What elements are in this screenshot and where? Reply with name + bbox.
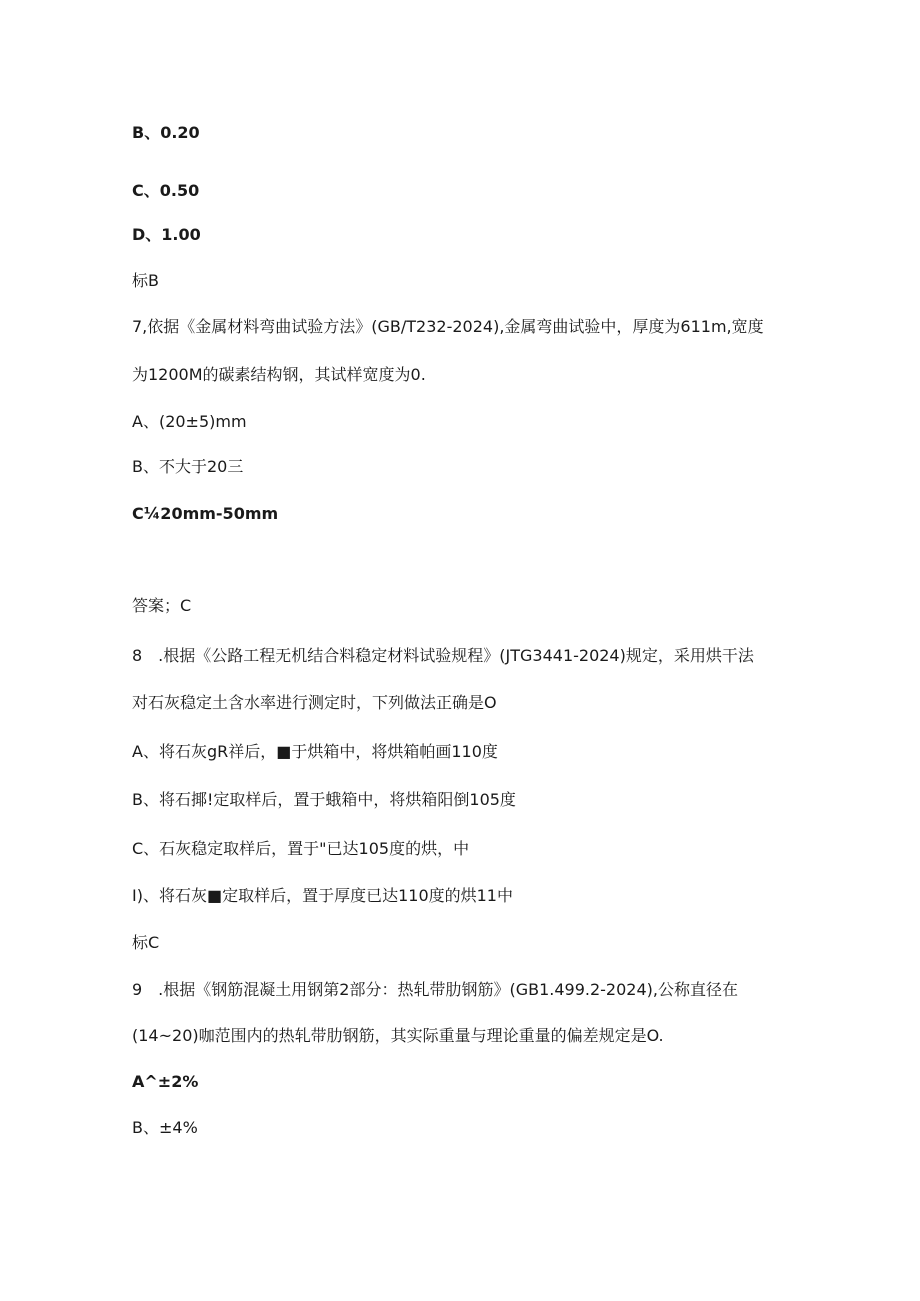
question-7-option-b: B、不大于20三: [132, 457, 244, 476]
option-d-line: D、1.00: [132, 225, 201, 244]
question-7-text: 7,依据《金属材料弯曲试验方法》(GB/T232-2024),金属弯曲试验中，厚度为611m,宽度: [132, 317, 764, 336]
question-8-text: 8 .根据《公路工程无机结合料稳定材料试验规程》(JTG3441-2024)规定，采用烘干法: [132, 646, 754, 665]
question-8-text-cont: 对石灰稳定土含水率进行测定时，下列做法正确是O: [132, 693, 497, 712]
option-c-line: C、0.50: [132, 181, 200, 200]
question-9-option-a: A^±2%: [132, 1072, 199, 1091]
question-8-answer: 标C: [132, 933, 160, 952]
question-8-option-d: I)、将石灰■定取样后，置于厚度已达110度的烘11中: [132, 886, 513, 905]
question-9-text: 9 .根据《钢筋混凝土用钢第2部分：热轧带肋钢筋》(GB1.499.2-2024),公称直径在: [132, 980, 738, 999]
question-7-option-c: C¼20mm-50mm: [132, 504, 279, 523]
question-8-option-a: A、将石灰gR祥后，■于烘箱中，将烘箱帕画110度: [132, 742, 498, 761]
question-8-option-b: B、将石揶!定取样后，置于蛾箱中，将烘箱阳倒105度: [132, 790, 516, 809]
question-7-answer: 答案；C: [132, 596, 192, 615]
question-7-option-a: A、(20±5)mm: [132, 412, 247, 431]
question-8-option-c: C、石灰稳定取样后，置于"已达105度的烘，中: [132, 839, 470, 858]
question-7-text-cont: 为1200M的碳素结构钢，其试样宽度为0.: [132, 365, 426, 384]
answer-line: 标B: [132, 271, 159, 290]
question-9-text-cont: (14~20)咖范围内的热轧带肋钢筋，其实际重量与理论重量的偏差规定是O.: [132, 1026, 664, 1045]
option-b-line: B、0.20: [132, 123, 200, 142]
question-9-option-b: B、±4%: [132, 1118, 198, 1137]
